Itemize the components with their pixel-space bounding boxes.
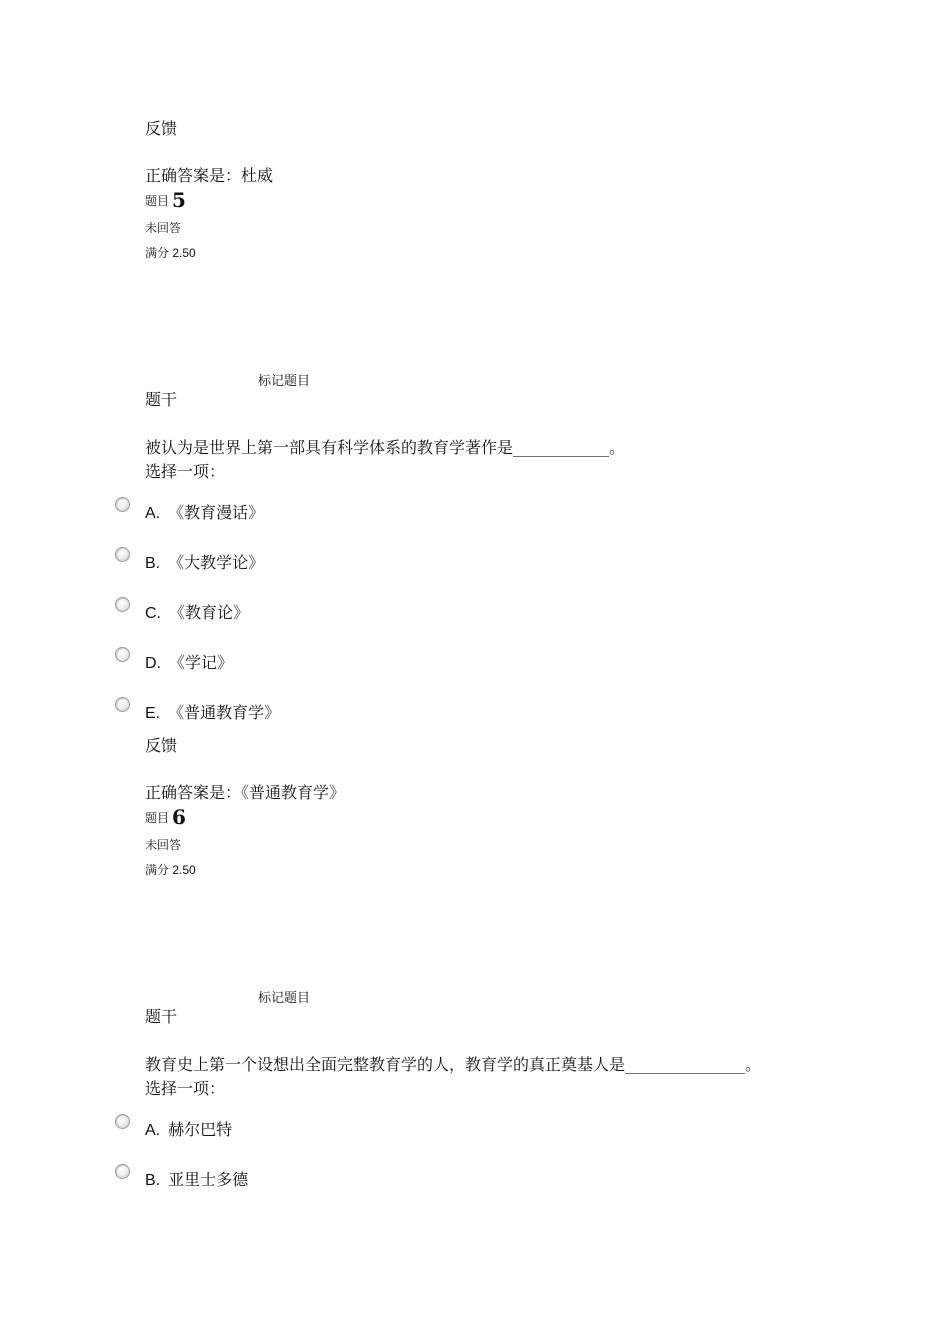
radio-option-a[interactable] [115,497,130,512]
question-number: 5 [172,188,186,212]
feedback-heading: 反馈 [145,736,178,755]
question-status: 未回答 [145,221,182,235]
option-b[interactable]: B. 《大教学论》 [145,553,265,572]
option-a[interactable]: A. 《教育漫话》 [145,503,265,522]
option-d[interactable]: D. 《学记》 [145,653,234,672]
choice-prompt: 选择一项： [145,462,226,481]
correct-answer: 正确答案是：杜威 [145,166,274,185]
radio-option-d[interactable] [115,647,130,662]
question-score: 满分 2.50 [145,863,196,877]
question-header [145,190,186,210]
question-label: 题目 [145,811,170,825]
flag-question-link[interactable]: 标记题目 [258,991,311,1006]
radio-option-c[interactable] [115,597,130,612]
question-status: 未回答 [145,838,182,852]
radio-option-e[interactable] [115,697,130,712]
question-stem-label: 题干 [145,390,178,409]
question-text: 教育史上第一个设想出全面完整教育学的人，教育学的真正奠基人是_______________。 [145,1055,762,1074]
question-number: 6 [172,805,186,829]
question-label: 题目 [145,194,170,208]
option-c[interactable]: C. 《教育论》 [145,603,250,622]
radio-option-b[interactable] [115,1164,130,1179]
radio-option-b[interactable] [115,547,130,562]
option-e[interactable]: E. 《普通教育学》 [145,703,281,722]
question-score: 满分 2.50 [145,246,196,260]
option-a[interactable]: A. 赫尔巴特 [145,1120,233,1139]
question-header [145,807,186,827]
question-text: 被认为是世界上第一部具有科学体系的教育学著作是____________。 [145,438,626,457]
correct-answer: 正确答案是：《普通教育学》 [145,783,346,802]
question-stem-label: 题干 [145,1007,178,1026]
option-b[interactable]: B. 亚里士多德 [145,1170,249,1189]
flag-question-link[interactable]: 标记题目 [258,374,311,389]
choice-prompt: 选择一项： [145,1079,226,1098]
radio-option-a[interactable] [115,1114,130,1129]
feedback-heading: 反馈 [145,119,178,138]
